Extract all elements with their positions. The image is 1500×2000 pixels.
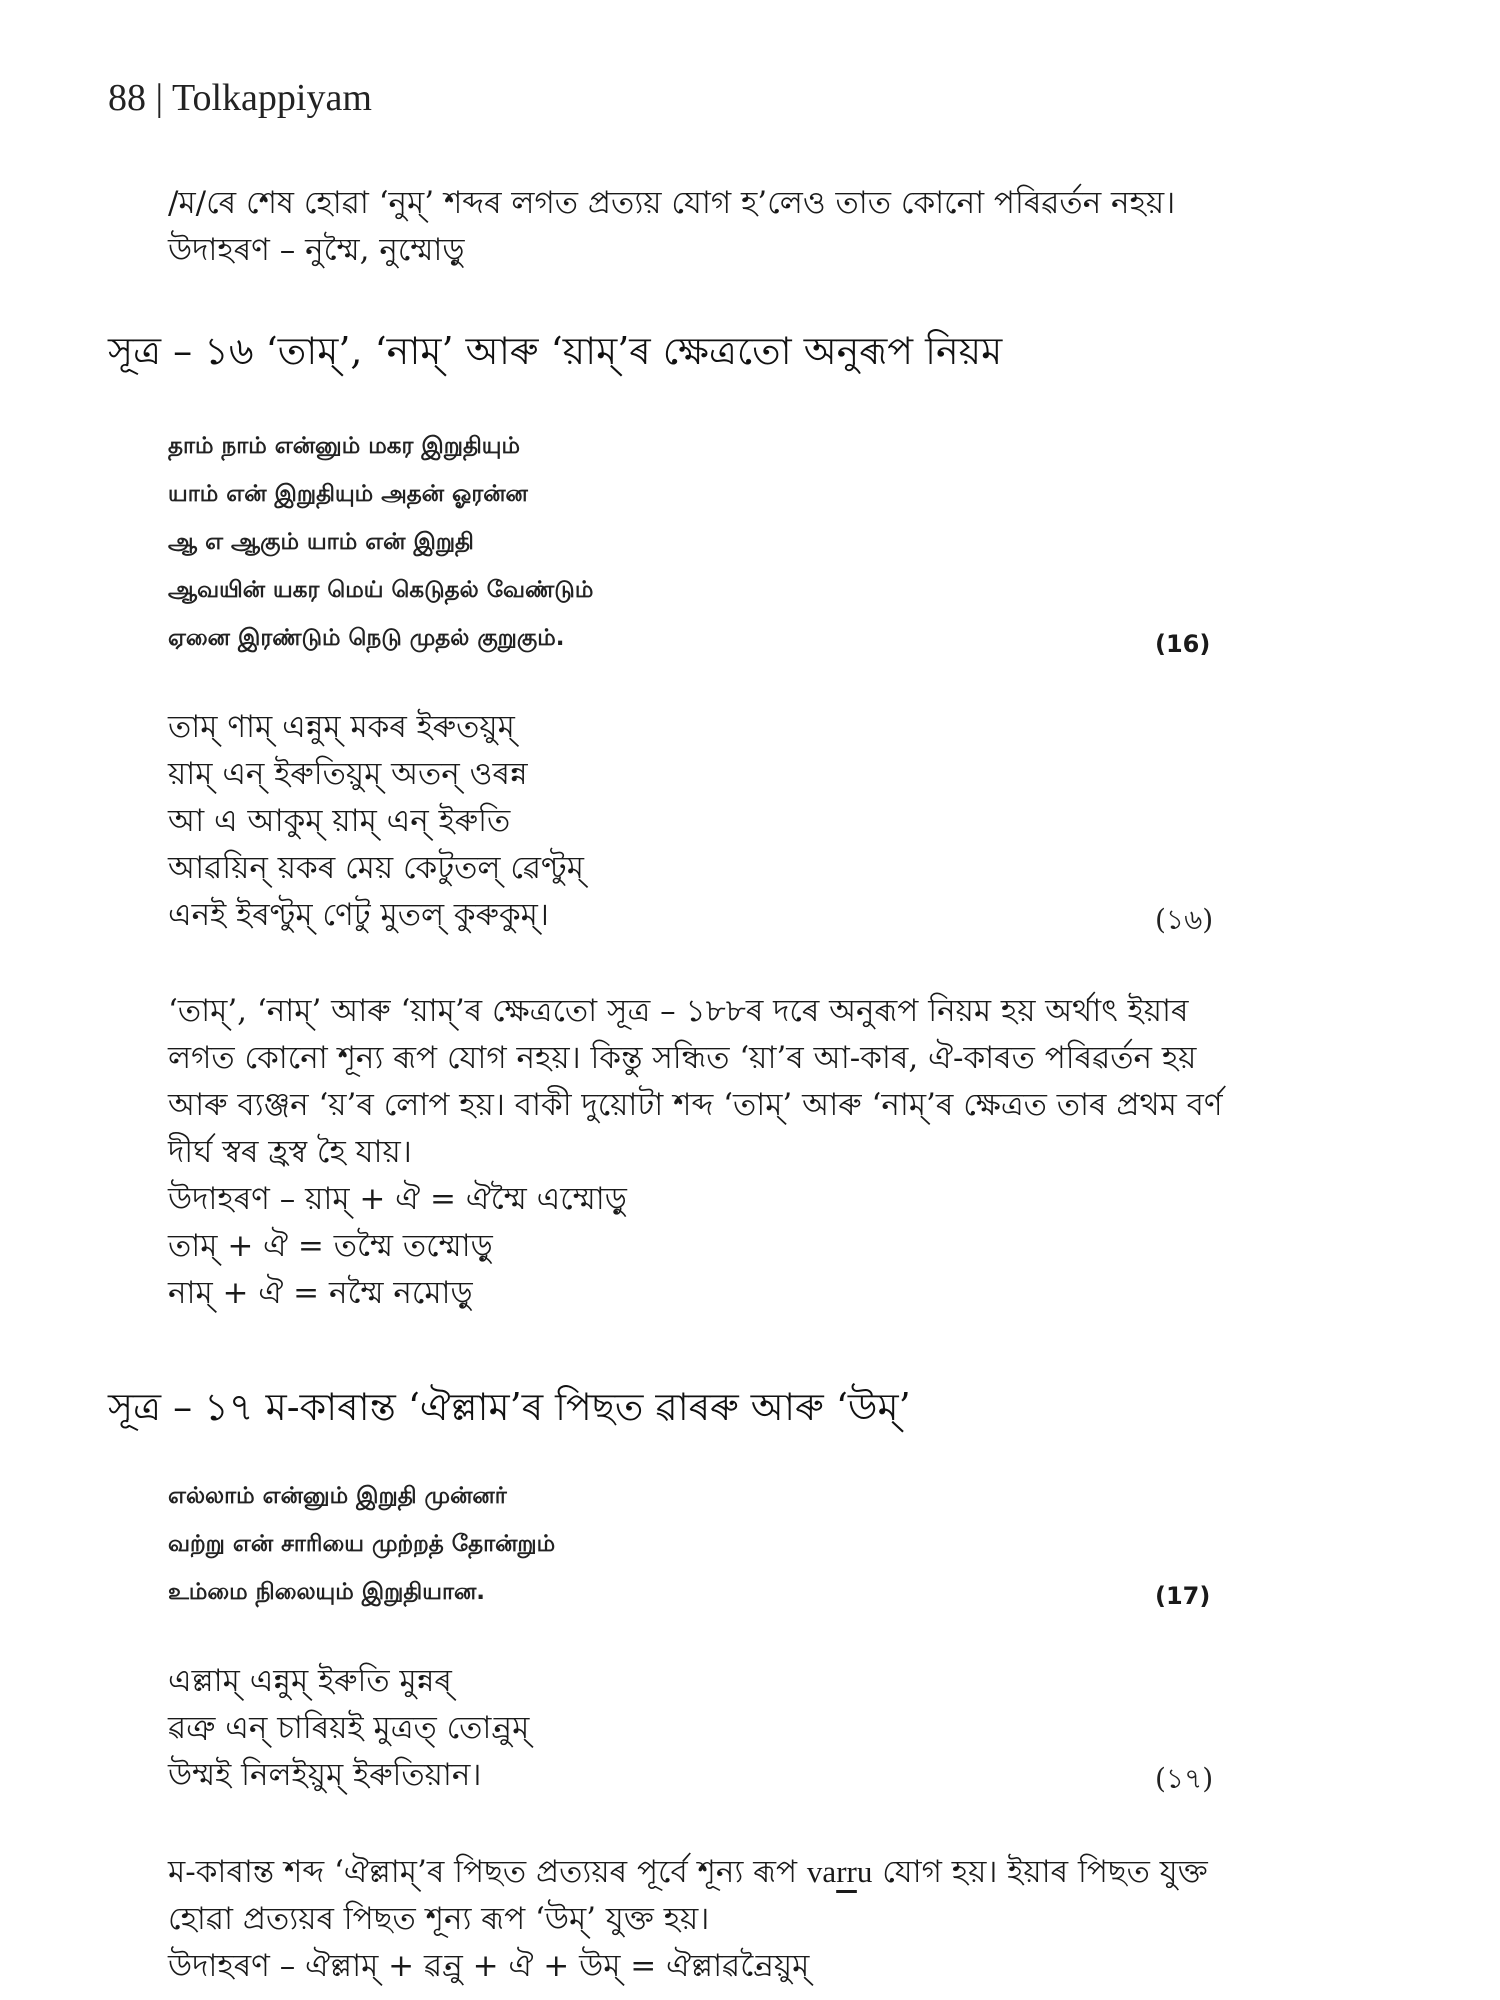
running-header — [108, 76, 372, 120]
sutra-17-tamil-verse — [168, 1472, 1418, 1616]
sutra-16-tamil-number: (16) — [1155, 630, 1211, 658]
explanation-line: হোৱা প্ৰত্যয়ৰ পিছত শূন্য ৰূপ ‘উম্’ যুক্ত হয়। — [168, 1901, 710, 1937]
explanation-text: ম-কাৰান্ত শব্দ ‘ঐল্লাম্’ৰ পিছত প্ৰত্যয়ৰ পূৰ্বে শূন্য ৰূপ — [168, 1854, 807, 1890]
explanation-line: দীৰ্ঘ স্বৰ হ্ৰস্ব হৈ যায়। — [168, 1134, 412, 1170]
explanation-line — [168, 1848, 1418, 1896]
tamil-verse-line: ஆ எ ஆகும் யாம் என் இறுதி — [168, 529, 474, 555]
transliteration-line: তাম্ ণাম্ এন্নুম্ মকৰ ইৰুতয়ুম্ — [168, 709, 515, 745]
tamil-verse-line: வற்று என் சாரியை முற்றத் தோன்றும் — [168, 1531, 556, 1557]
intro-example: উদাহৰণ – নুম্মৈ, নুম্মোড়ু — [168, 232, 465, 268]
latin-term-underlined: rr — [836, 1854, 857, 1889]
sutra-16-verse-number: (১৬) — [1155, 903, 1214, 936]
page-number: 88 — [108, 77, 146, 119]
example-line: উদাহৰণ – য়াম্ + ঐ = ঐম্মৈ এম্মোড়ু — [168, 1181, 627, 1217]
transliteration-line: য়াম্ এন্ ইৰুতিয়ুম্ অতন্ ওৰন্ন — [168, 756, 528, 792]
latin-term-part: u — [856, 1854, 873, 1889]
sutra-17-transliteration — [168, 1658, 1418, 1799]
example-line: তাম্ + ঐ = তম্মৈ তম্মোড়ু — [168, 1228, 493, 1264]
sutra-17-verse-number: (১৭) — [1155, 1762, 1214, 1795]
transliteration-line: ৱত্ৰু এন্ চাৰিয়ই মুত্ৰত্ তোন্ৰুম্ — [168, 1710, 530, 1746]
intro-line: /ম/ৰে শেষ হোৱা ‘নুম্’ শব্দৰ লগত প্ৰত্যয় যোগ হ’লেও তাত কোনো পৰিৱৰ্তন নহয়। — [168, 185, 1176, 221]
transliteration-line: আ এ আকুম্ য়াম্ এন্ ইৰুতি — [168, 803, 511, 839]
sutra-16-tamil-verse — [168, 422, 1418, 662]
tamil-verse-line: யாம் என் இறுதியும் அதன் ஓரன்ன — [168, 481, 528, 507]
transliteration-line: উম্মই নিলইয়ুম্ ইৰুতিয়ান। — [168, 1757, 482, 1793]
tamil-verse-line: ஏனை இரண்டும் நெடு முதல் குறுகும். — [168, 625, 565, 651]
sutra-16-explanation — [168, 988, 1418, 1317]
sutra-17-heading: সূত্ৰ – ১৭ ম-কাৰান্ত ‘ঐল্লাম’ৰ পিছত ৱাৰৰু আৰু ‘উম্’ — [108, 1385, 911, 1429]
explanation-line: লগত কোনো শূন্য ৰূপ যোগ নহয়। কিন্তু সন্ধিত ‘য়া’ৰ আ-কাৰ, ঐ-কাৰত পৰিৱৰ্তন হয় — [168, 1040, 1197, 1076]
explanation-line: ‘তাম্’, ‘নাম্’ আৰু ‘য়াম্’ৰ ক্ষেত্ৰতো সূত্ৰ – ১৮৮ৰ দৰে অনুৰূপ নিয়ম হয় অৰ্থাৎ ইয়াৰ — [168, 993, 1189, 1029]
latin-term-part: va — [806, 1854, 837, 1889]
tamil-verse-line: எல்லாம் என்னும் இறுதி முன்னர் — [168, 1483, 507, 1509]
intro-paragraph — [168, 180, 1418, 274]
transliteration-line: এনই ইৰণ্টুম্ ণেটু মুতল্ কুৰুকুম্। — [168, 897, 549, 933]
sutra-17-explanation — [168, 1848, 1418, 1990]
book-title: Tolkappiyam — [171, 77, 372, 119]
example-line: নাম্ + ঐ = নম্মৈ নমোড়ু — [168, 1275, 473, 1311]
sutra-16-heading: সূত্ৰ – ১৬ ‘তাম্’, ‘নাম্’ আৰু ‘য়াম্’ৰ ক্ষেত্ৰতো অনুৰূপ নিয়ম — [108, 329, 1003, 373]
explanation-line: আৰু ব্যঞ্জন ‘য়’ৰ লোপ হয়। বাকী দুয়োটা শব্দ ‘তাম্’ আৰু ‘নাম্’ৰ ক্ষেত্ৰত তাৰ প্ৰথম বৰ্ণ — [168, 1087, 1223, 1123]
transliteration-line: এল্লাম্ এন্নুম্ ইৰুতি মুন্নৰ্ — [168, 1663, 452, 1699]
tamil-verse-line: தாம் நாம் என்னும் மகர இறுதியும் — [168, 433, 521, 459]
tamil-verse-line: ஆவயின் யகர மெய் கெடுதல் வேண்டும் — [168, 577, 594, 603]
sutra-16-transliteration — [168, 704, 1418, 939]
sutra-17-tamil-number: (17) — [1155, 1582, 1211, 1610]
transliteration-line: আৱয়িন্ য়কৰ মেয় কেটুতল্ ৱেণ্টুম্ — [168, 850, 584, 886]
explanation-text: যোগ হয়। ইয়াৰ পিছত যুক্ত — [872, 1854, 1208, 1890]
tamil-verse-line: உம்மை நிலையும் இறுதியான. — [168, 1579, 486, 1605]
header-separator: | — [155, 77, 164, 119]
example-line: উদাহৰণ – ঐল্লাম্ + ৱন্ৰু + ঐ + উম্ = ঐল্লাৱন্ৰৈয়ুম্ — [168, 1948, 810, 1984]
